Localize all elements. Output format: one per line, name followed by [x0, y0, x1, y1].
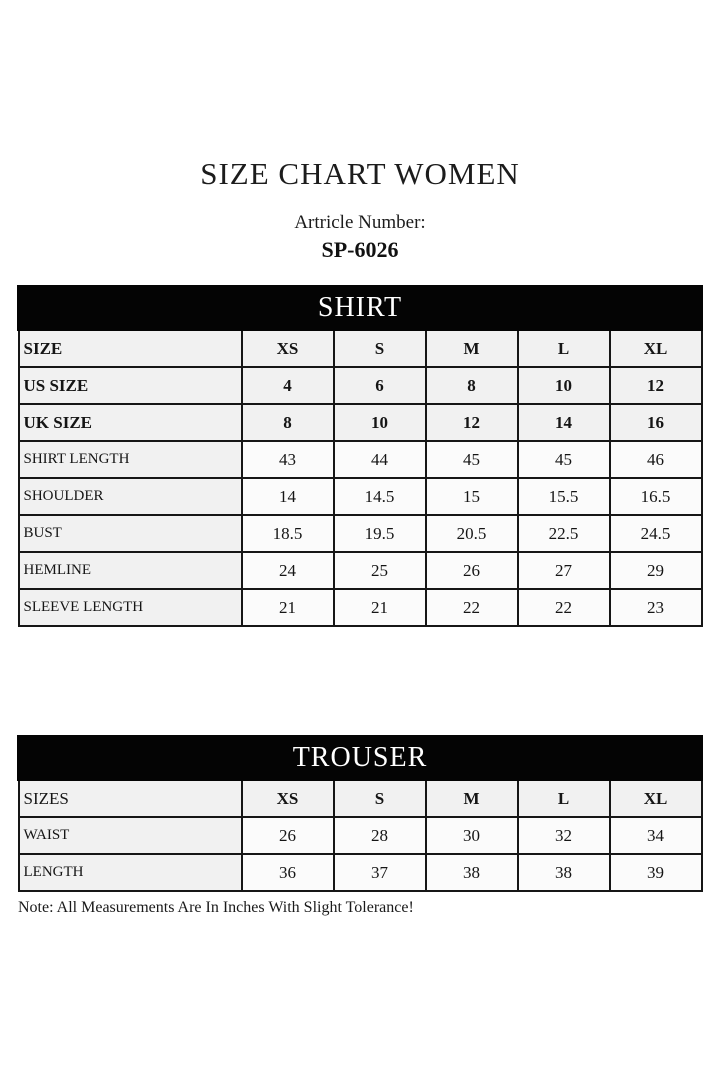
value-cell: 15	[426, 478, 518, 515]
size-cell: XS	[242, 780, 334, 818]
table-row	[19, 515, 702, 552]
size-cell: XL	[610, 330, 702, 368]
table-row	[19, 404, 702, 441]
shirt-table-header: SHIRT	[19, 287, 702, 330]
table-row	[19, 854, 702, 891]
table-row	[19, 817, 702, 854]
value-cell: 25	[334, 552, 426, 589]
size-cell: L	[518, 780, 610, 818]
table-row	[19, 589, 702, 626]
article-number-value: SP-6026	[321, 237, 399, 262]
article-number-label: Artricle Number:	[294, 212, 426, 233]
value-cell: 21	[242, 589, 334, 626]
value-cell: 38	[518, 854, 610, 891]
table-row	[19, 552, 702, 589]
value-cell: 21	[334, 589, 426, 626]
value-cell: 8	[242, 404, 334, 441]
row-label: WAIST	[19, 817, 242, 854]
value-cell: 24	[242, 552, 334, 589]
value-cell: 22	[426, 589, 518, 626]
row-label: LENGTH	[19, 854, 242, 891]
value-cell: 26	[426, 552, 518, 589]
size-cell: S	[334, 780, 426, 818]
table-header-row	[19, 287, 702, 330]
value-cell: 24.5	[610, 515, 702, 552]
size-cell: XS	[242, 330, 334, 368]
value-cell: 19.5	[334, 515, 426, 552]
value-cell: 44	[334, 441, 426, 478]
trouser-size-table	[17, 735, 703, 892]
value-cell: 4	[242, 367, 334, 404]
value-cell: 8	[426, 367, 518, 404]
value-cell: 10	[334, 404, 426, 441]
value-cell: 15.5	[518, 478, 610, 515]
table-row	[19, 478, 702, 515]
shirt-size-table	[17, 285, 703, 627]
table-row	[19, 367, 702, 404]
value-cell: 36	[242, 854, 334, 891]
row-label: SHIRT LENGTH	[19, 441, 242, 478]
row-label: SIZE	[19, 330, 242, 368]
value-cell: 30	[426, 817, 518, 854]
value-cell: 18.5	[242, 515, 334, 552]
value-cell: 14	[242, 478, 334, 515]
size-cell: L	[518, 330, 610, 368]
table-row	[19, 330, 702, 368]
row-label: UK SIZE	[19, 404, 242, 441]
value-cell: 27	[518, 552, 610, 589]
measurement-note: Note: All Measurements Are In Inches With Slight Tolerance!	[18, 899, 414, 916]
value-cell: 10	[518, 367, 610, 404]
value-cell: 16.5	[610, 478, 702, 515]
value-cell: 45	[518, 441, 610, 478]
value-cell: 14	[518, 404, 610, 441]
value-cell: 14.5	[334, 478, 426, 515]
row-label: US SIZE	[19, 367, 242, 404]
size-cell: XL	[610, 780, 702, 818]
table-row	[19, 441, 702, 478]
value-cell: 43	[242, 441, 334, 478]
value-cell: 26	[242, 817, 334, 854]
value-cell: 22.5	[518, 515, 610, 552]
row-label: SHOULDER	[19, 478, 242, 515]
row-label: SLEEVE LENGTH	[19, 589, 242, 626]
table-header-row	[19, 737, 702, 780]
size-cell: M	[426, 780, 518, 818]
size-cell: S	[334, 330, 426, 368]
table-row	[19, 780, 702, 818]
value-cell: 12	[426, 404, 518, 441]
value-cell: 23	[610, 589, 702, 626]
value-cell: 32	[518, 817, 610, 854]
value-cell: 22	[518, 589, 610, 626]
row-label: HEMLINE	[19, 552, 242, 589]
value-cell: 39	[610, 854, 702, 891]
size-cell: M	[426, 330, 518, 368]
value-cell: 20.5	[426, 515, 518, 552]
page-title: SIZE CHART WOMEN	[200, 156, 520, 191]
value-cell: 45	[426, 441, 518, 478]
value-cell: 38	[426, 854, 518, 891]
trouser-table-header: TROUSER	[19, 737, 702, 780]
value-cell: 34	[610, 817, 702, 854]
value-cell: 16	[610, 404, 702, 441]
value-cell: 12	[610, 367, 702, 404]
value-cell: 29	[610, 552, 702, 589]
value-cell: 28	[334, 817, 426, 854]
row-label: SIZES	[19, 780, 242, 818]
row-label: BUST	[19, 515, 242, 552]
value-cell: 46	[610, 441, 702, 478]
value-cell: 37	[334, 854, 426, 891]
value-cell: 6	[334, 367, 426, 404]
